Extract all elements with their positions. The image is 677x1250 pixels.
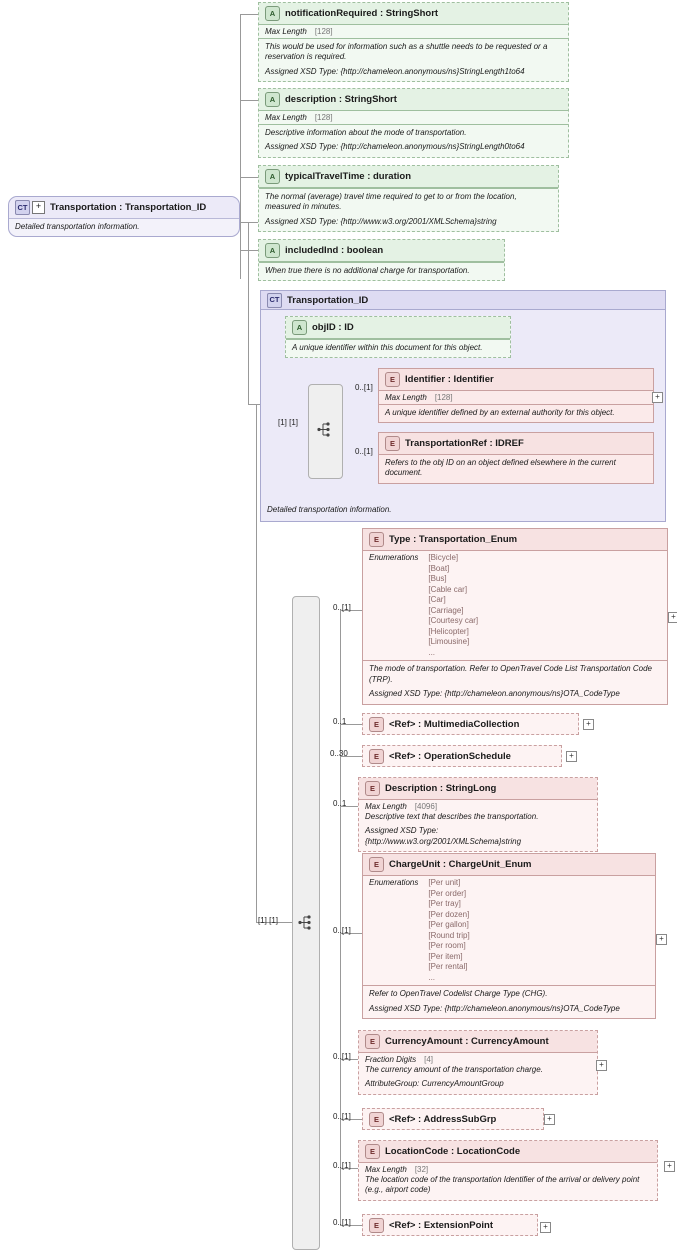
element-icon: E [369, 532, 384, 547]
attribute-doc: When true there is no additional charge for transportation. [265, 266, 470, 275]
multiplicity-label: [1] [1] [278, 418, 299, 427]
facet-max-length: Max Length [128] [385, 393, 453, 402]
connector [240, 14, 258, 15]
multiplicity-label: 0..[1] [333, 926, 351, 935]
complex-type-icon: CT [267, 293, 282, 308]
element-title: ChargeUnit : ChargeUnit_Enum [389, 859, 532, 870]
enumerations-values: [Per unit] [Per order] [Per tray] [Per dozen] [Per gallon] [Round trip] [Per room] [Per item] [Per rental] ... [428, 878, 470, 982]
element-attribute-group: AttributeGroup: CurrencyAmountGroup [365, 1079, 504, 1089]
multiplicity-label: 0..1 [333, 799, 347, 808]
attribute-icon: A [265, 92, 280, 107]
element-title: CurrencyAmount : CurrencyAmount [385, 1036, 549, 1047]
enumerations-label: Enumerations [369, 878, 419, 887]
multiplicity-label: 0..[1] [355, 447, 373, 456]
attribute-included-ind[interactable] [258, 239, 505, 281]
element-title: LocationCode : LocationCode [385, 1146, 521, 1157]
multiplicity-label: 0..[1] [355, 383, 373, 392]
attribute-assigned-type: Assigned XSD Type: {http://chameleon.anonymous/ns}StringLength0to64 [265, 142, 525, 152]
attribute-doc: A unique identifier within this document for this object. [292, 343, 483, 352]
expand-icon[interactable]: + [656, 934, 667, 945]
element-title: <Ref> : MultimediaCollection [389, 719, 520, 730]
expand-icon[interactable]: + [668, 612, 677, 623]
element-assigned-type: Assigned XSD Type: {http://chameleon.anonymous/ns}OTA_CodeType [369, 1003, 620, 1013]
element-doc: A unique identifier defined by an external authority for this object. [385, 408, 615, 417]
multiplicity-label: 0..[1] [333, 1161, 351, 1170]
choice-icon [316, 421, 333, 438]
multiplicity-label: 0..[1] [333, 1112, 351, 1121]
facet-max-length: Max Length [128] [265, 27, 333, 36]
element-address-sub-grp[interactable] [362, 1108, 544, 1130]
element-icon: E [369, 1112, 384, 1127]
expand-icon[interactable]: + [544, 1114, 555, 1125]
expand-icon[interactable]: + [566, 751, 577, 762]
connector [248, 222, 249, 404]
attribute-doc: The normal (average) travel time required to get to or from the location, measured in minutes. [265, 192, 517, 212]
expand-icon[interactable]: + [652, 392, 663, 403]
attribute-icon: A [292, 320, 307, 335]
attribute-title: typicalTravelTime : duration [285, 171, 412, 182]
element-icon: E [369, 749, 384, 764]
element-icon: E [369, 1218, 384, 1233]
complex-type-icon: CT [15, 200, 30, 215]
element-doc: Refers to the obj ID on an object defined elsewhere in the current document. [385, 458, 616, 478]
element-extension-point[interactable] [362, 1214, 538, 1236]
expand-icon[interactable]: + [32, 201, 45, 214]
root-node-transportation[interactable] [8, 196, 240, 237]
element-multimedia-collection[interactable] [362, 713, 579, 735]
element-location-code[interactable] [358, 1140, 658, 1201]
attribute-assigned-type: Assigned XSD Type: {http://www.w3.org/2001/XMLSchema}string [265, 216, 497, 226]
element-icon: E [369, 717, 384, 732]
expand-icon[interactable]: + [540, 1222, 551, 1233]
element-identifier[interactable] [378, 368, 654, 423]
element-type[interactable] [362, 528, 668, 705]
attribute-typical-travel-time[interactable] [258, 165, 559, 232]
root-description: Detailed transportation information. [9, 219, 239, 236]
element-title: Description : StringLong [385, 783, 497, 794]
connector [240, 250, 258, 251]
attribute-notification-required[interactable] [258, 2, 569, 82]
connector [240, 14, 241, 279]
element-icon: E [365, 1144, 380, 1159]
element-title: <Ref> : OperationSchedule [389, 751, 511, 762]
facet-fraction-digits: Fraction Digits [4] [365, 1055, 434, 1064]
enumerations-label: Enumerations [369, 553, 419, 562]
enumerations-values: [Bicycle] [Boat] [Bus] [Cable car] [Car] [Carriage] [Courtesy car] [Helicopter] [Limousine] ... [428, 553, 479, 657]
element-transportation-ref[interactable] [378, 432, 654, 484]
multiplicity-label: 0..[1] [333, 1052, 351, 1061]
attribute-doc: This would be used for information such as a shuttle needs to be requested or a reservation is required. [265, 42, 548, 62]
expand-icon[interactable]: + [596, 1060, 607, 1071]
element-title: TransportationRef : IDREF [405, 438, 524, 449]
attribute-title: includedInd : boolean [285, 245, 384, 256]
element-icon: E [369, 857, 384, 872]
facet-max-length: Max Length [128] [265, 113, 333, 122]
attribute-title: description : StringShort [285, 94, 397, 105]
root-title: Transportation : Transportation_ID [50, 202, 207, 213]
element-icon: E [385, 372, 400, 387]
element-assigned-type: Assigned XSD Type: {http://chameleon.anonymous/ns}OTA_CodeType [369, 689, 620, 699]
element-title: <Ref> : ExtensionPoint [389, 1220, 493, 1231]
element-currency-amount[interactable] [358, 1030, 598, 1095]
element-icon: E [365, 1034, 380, 1049]
facet-max-length: Max Length [4096] [365, 802, 438, 811]
element-title: Identifier : Identifier [405, 374, 494, 385]
element-description[interactable] [358, 777, 598, 852]
element-operation-schedule[interactable] [362, 745, 562, 767]
attribute-assigned-type: Assigned XSD Type: {http://chameleon.anonymous/ns}StringLength1to64 [265, 66, 525, 76]
multiplicity-label: 0..[1] [333, 1218, 351, 1227]
element-doc: The currency amount of the transportation charge. [365, 1065, 543, 1074]
element-doc: Descriptive text that describes the transportation. [365, 812, 539, 821]
element-title: <Ref> : AddressSubGrp [389, 1114, 497, 1125]
attribute-title: notificationRequired : StringShort [285, 8, 439, 19]
element-assigned-type: Assigned XSD Type: {http://www.w3.org/2001/XMLSchema}string [365, 826, 522, 846]
attribute-icon: A [265, 6, 280, 21]
multiplicity-label: 0..[1] [333, 603, 351, 612]
element-doc: Refer to OpenTravel Codelist Charge Type (CHG). [369, 989, 548, 999]
element-icon: E [365, 781, 380, 796]
sequence-icon [297, 914, 314, 931]
attribute-doc: Descriptive information about the mode of transportation. [265, 128, 467, 137]
attribute-icon: A [265, 243, 280, 258]
complex-type-footer: Detailed transportation information. [267, 504, 392, 514]
complex-type-title: Transportation_ID [287, 294, 369, 306]
element-doc: The location code of the transportation Identifier of the arrival or delivery point (e.g., airport code) [365, 1175, 640, 1195]
multiplicity-label: 0..30 [330, 749, 348, 758]
multiplicity-label: 0..1 [333, 717, 347, 726]
expand-icon[interactable]: + [664, 1161, 675, 1172]
multiplicity-label: [1] [1] [258, 916, 279, 925]
connector [240, 100, 258, 101]
attribute-objid[interactable] [285, 316, 511, 358]
attribute-description[interactable] [258, 88, 569, 158]
attribute-icon: A [265, 169, 280, 184]
element-doc: The mode of transportation. Refer to OpenTravel Code List Transportation Code (TRP). [369, 664, 652, 684]
element-title: Type : Transportation_Enum [389, 534, 518, 545]
connector [240, 177, 258, 178]
element-charge-unit[interactable] [362, 853, 656, 1019]
facet-max-length: Max Length [32] [365, 1165, 429, 1174]
connector [256, 404, 257, 922]
connector [340, 610, 341, 1225]
expand-icon[interactable]: + [583, 719, 594, 730]
element-icon: E [385, 436, 400, 451]
attribute-title: objID : ID [312, 322, 354, 333]
